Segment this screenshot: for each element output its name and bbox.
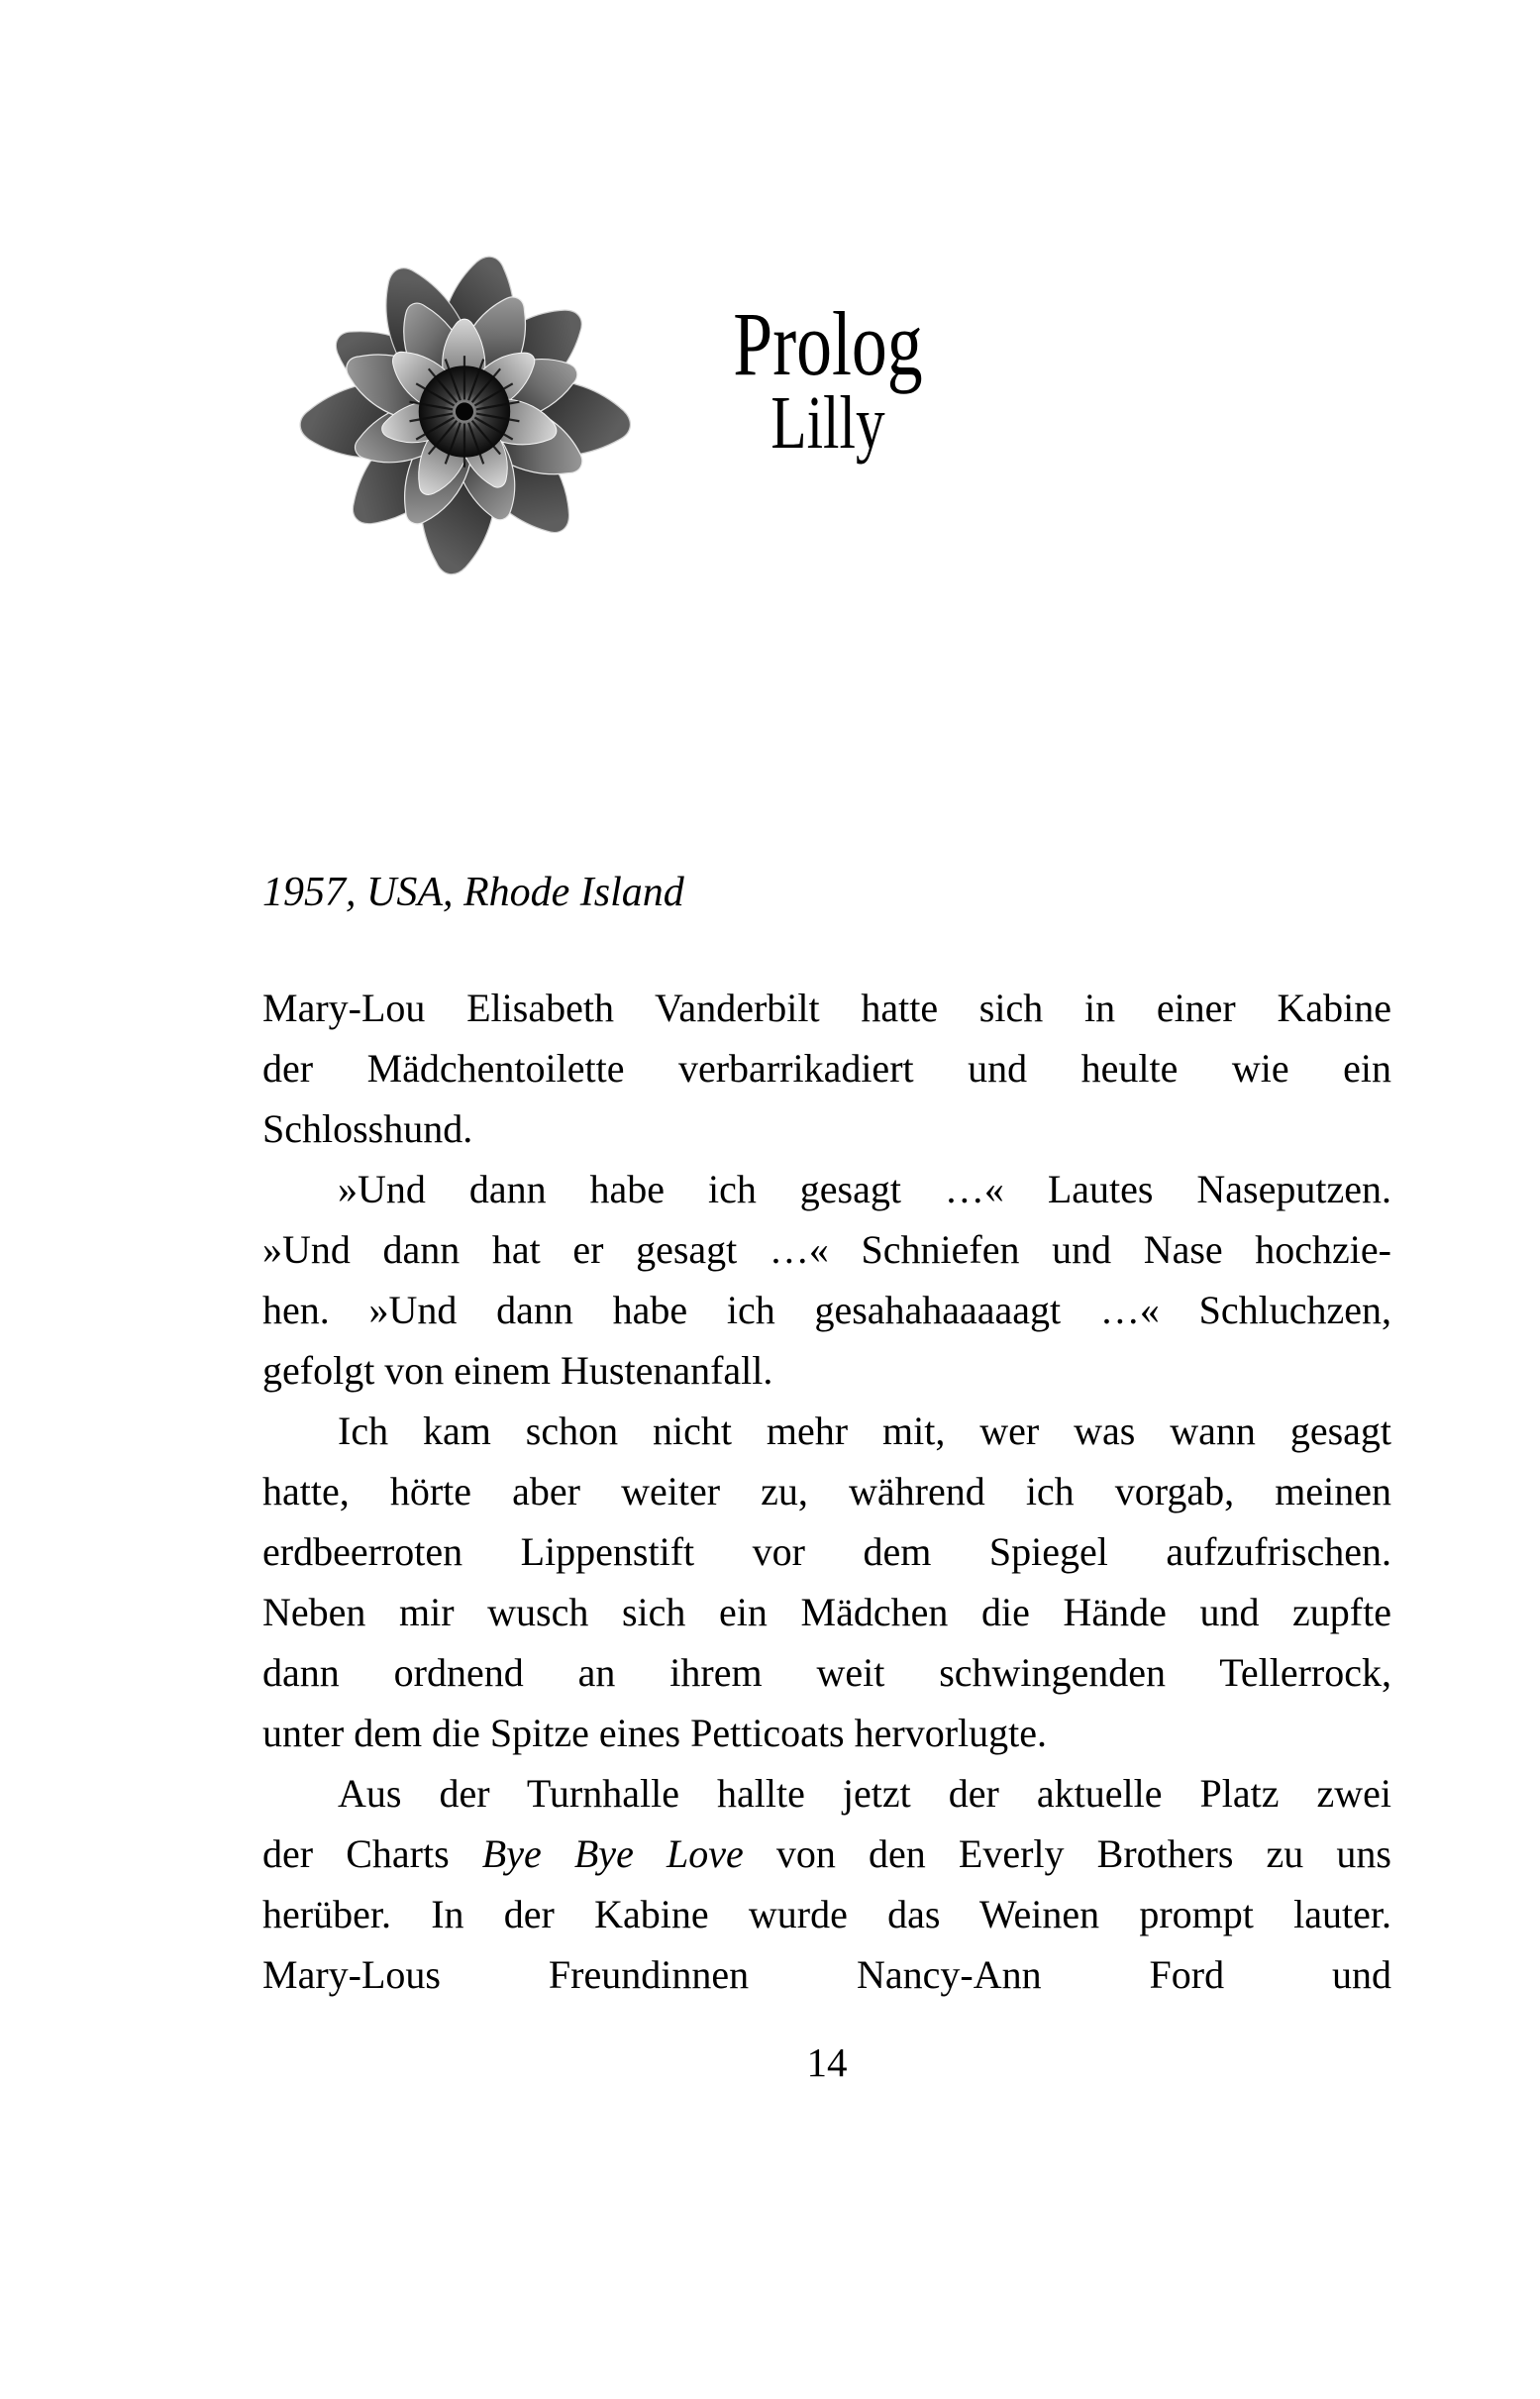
body-line: »Und dann hat er gesagt …« Schniefen und Nase hochzie- [262, 1227, 1391, 1272]
body-line: erdbeerroten Lippenstift vor dem Spiegel aufzufrischen. [262, 1529, 1391, 1574]
body-line: Mary-Lous Freundinnen Nancy-Ann Ford und [262, 1952, 1391, 1997]
chapter-subtitle: Lilly [770, 381, 885, 465]
body-line: dann ordnend an ihrem weit schwingenden Tellerrock, [262, 1650, 1391, 1695]
chapter-heading [580, 293, 1076, 465]
body-line: unter dem die Spitze eines Petticoats hervorlugte. [262, 1711, 1047, 1755]
body-line: herüber. In der Kabine wurde das Weinen prompt lauter. [262, 1892, 1391, 1936]
chapter-title: Prolog [733, 293, 923, 394]
body-line: Neben mir wusch sich ein Mädchen die Hände und zupfte [262, 1590, 1391, 1634]
dateline: 1957, USA, Rhode Island [262, 870, 684, 915]
body-line: der Mädchentoilette verbarrikadiert und heulte wie ein [262, 1046, 1391, 1091]
body-line: hen. »Und dann habe ich gesahahaaaaagt …« Schluchzen, [262, 1288, 1391, 1332]
body-text [262, 978, 1391, 2005]
body-line: »Und dann habe ich gesagt …« Lautes Naseputzen. [338, 1167, 1391, 1211]
body-line: Aus der Turnhalle hallte jetzt der aktuelle Platz zwei [338, 1771, 1391, 1816]
body-line: Mary-Lou Elisabeth Vanderbilt hatte sich in einer Kabine [262, 986, 1391, 1030]
body-line: Schlosshund. [262, 1106, 473, 1151]
body-line: der Charts Bye Bye Love von den Everly Brothers zu uns [262, 1831, 1392, 1876]
body-line: Ich kam schon nicht mehr mit, wer was wann gesagt [338, 1408, 1391, 1453]
body-line: hatte, hörte aber weiter zu, während ich vorgab, meinen [262, 1469, 1391, 1513]
body-line: gefolgt von einem Hustenanfall. [262, 1348, 773, 1393]
page-number: 14 [806, 2039, 848, 2085]
